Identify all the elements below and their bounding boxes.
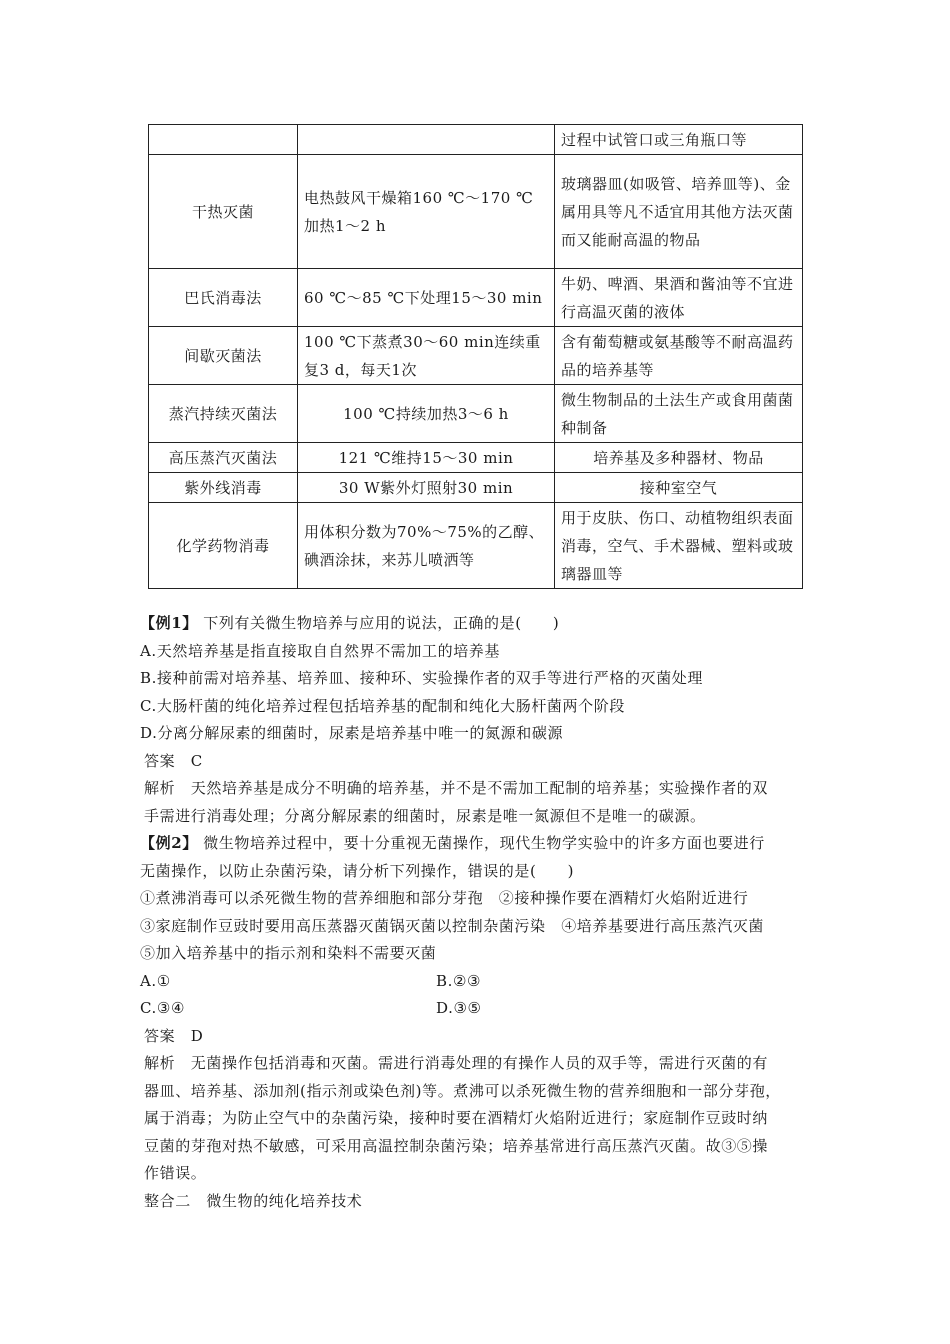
example-1-analysis-line: 解析 天然培养基是成分不明确的培养基，并不是不需加工配制的培养基；实验操作者的双 (144, 779, 769, 797)
example-2-analysis-line: 属于消毒；为防止空气中的杂菌污染，接种时要在酒精灯火焰附近进行；家庭制作豆豉时纳 (144, 1109, 769, 1127)
method-cell: 高压蒸汽灭菌法 (149, 443, 298, 473)
condition-cell: 30 W紫外灯照射30 min (298, 473, 555, 503)
example-2-item-line: ⑤加入培养基中的指示剂和染料不需要灭菌 (140, 944, 437, 962)
example-2-item-line: ③家庭制作豆豉时要用高压蒸器灭菌锅灭菌以控制杂菌污染 ④培养基要进行高压蒸汽灭菌 (140, 916, 765, 935)
option-a: A.天然培养基是指直接取自自然界不需加工的培养基 (140, 641, 501, 660)
table-row (149, 269, 803, 327)
use-cell: 过程中试管口或三角瓶口等 (555, 125, 803, 155)
example-2-analysis-line: 豆菌的芽孢对热不敏感，可采用高温控制杂菌污染；培养基常进行高压蒸汽灭菌。故③⑤操 (144, 1136, 769, 1155)
table-row (149, 125, 803, 155)
use-cell: 微生物制品的土法生产或食用菌菌种制备 (555, 385, 803, 443)
use-cell: 用于皮肤、伤口、动植物组织表面消毒，空气、手术器械、塑料或玻璃器皿等 (555, 503, 803, 589)
option-c: C.大肠杆菌的纯化培养过程包括培养基的配制和纯化大肠杆菌两个阶段 (140, 696, 625, 715)
condition-cell: 100 ℃下蒸煮30～60 min连续重复3 d，每天1次 (298, 327, 555, 385)
example-1-question: 下列有关微生物培养与应用的说法，正确的是( ) (203, 614, 560, 632)
table-row (149, 473, 803, 503)
option-b: B.接种前需对培养基、培养皿、接种环、实验操作者的双手等进行严格的灭菌处理 (140, 669, 703, 687)
example-2-analysis-line: 器皿、培养基、添加剂(指示剂或染色剂)等。煮沸可以杀死微生物的营养细胞和一部分芽孢， (144, 1081, 781, 1100)
use-cell: 牛奶、啤酒、果酒和酱油等不宜进行高温灭菌的液体 (555, 269, 803, 327)
table-row (149, 327, 803, 385)
option-c: C.③④ (140, 999, 186, 1017)
table-row (149, 443, 803, 473)
example-1-tag: 【例1】 (140, 614, 198, 632)
method-cell (149, 125, 298, 155)
table-row (149, 385, 803, 443)
condition-cell: 100 ℃持续加热3～6 h (298, 385, 555, 443)
example-2-analysis-line: 作错误。 (144, 1164, 207, 1182)
condition-cell: 121 ℃维持15～30 min (298, 443, 555, 473)
example-2-item-line: ①煮沸消毒可以杀死微生物的营养细胞和部分芽孢 ②接种操作要在酒精灯火焰附近进行 (140, 889, 749, 907)
method-cell: 间歇灭菌法 (149, 327, 298, 385)
example-1-answer: 答案 C (144, 751, 203, 770)
example-1-analysis-line: 手需进行消毒处理；分离分解尿素的细菌时，尿素是唯一氮源但不是唯一的碳源。 (144, 806, 706, 825)
option-a: A.① (140, 971, 171, 990)
example-2-analysis-line: 解析 无菌操作包括消毒和灭菌。需进行消毒处理的有操作人员的双手等，需进行灭菌的有 (144, 1054, 769, 1072)
method-cell: 蒸汽持续灭菌法 (149, 385, 298, 443)
condition-cell (298, 125, 555, 155)
options-row (140, 995, 820, 1023)
method-cell: 干热灭菌 (149, 155, 298, 269)
example-2-stem-line: 无菌操作，以防止杂菌污染，请分析下列操作，错误的是( ) (140, 861, 575, 880)
use-cell: 玻璃器皿(如吸管、培养皿等)、金属用具等凡不适宜用其他方法灭菌而又能耐高温的物品 (555, 155, 803, 269)
use-cell: 含有葡萄糖或氨基酸等不耐高温药品的培养基等 (555, 327, 803, 385)
method-cell: 巴氏消毒法 (149, 269, 298, 327)
exercise-content (140, 610, 820, 1215)
option-b: B.②③ (436, 971, 482, 990)
method-cell: 化学药物消毒 (149, 503, 298, 589)
sterilization-methods-table (148, 124, 803, 589)
example-2-answer: 答案 D (144, 1026, 204, 1045)
example-2-question: 微生物培养过程中，要十分重视无菌操作，现代生物学实验中的许多方面也要进行 (203, 834, 765, 852)
options-row (140, 968, 820, 996)
example-2-tag: 【例2】 (140, 834, 198, 852)
option-d: D.③⑤ (436, 999, 482, 1017)
condition-cell: 用体积分数为70%～75%的乙醇、碘酒涂抹，来苏儿喷洒等 (298, 503, 555, 589)
example-2-stem (140, 830, 820, 858)
section-heading: 整合二 微生物的纯化培养技术 (144, 1191, 363, 1210)
method-cell: 紫外线消毒 (149, 473, 298, 503)
option-d: D.分离分解尿素的细菌时，尿素是培养基中唯一的氮源和碳源 (140, 724, 564, 742)
condition-cell: 电热鼓风干燥箱160 ℃～170 ℃加热1～2 h (298, 155, 555, 269)
use-cell: 培养基及多种器材、物品 (555, 443, 803, 473)
condition-cell: 60 ℃～85 ℃下处理15～30 min (298, 269, 555, 327)
use-cell: 接种室空气 (555, 473, 803, 503)
example-1-stem (140, 610, 820, 638)
table-row (149, 155, 803, 269)
table-row (149, 503, 803, 589)
